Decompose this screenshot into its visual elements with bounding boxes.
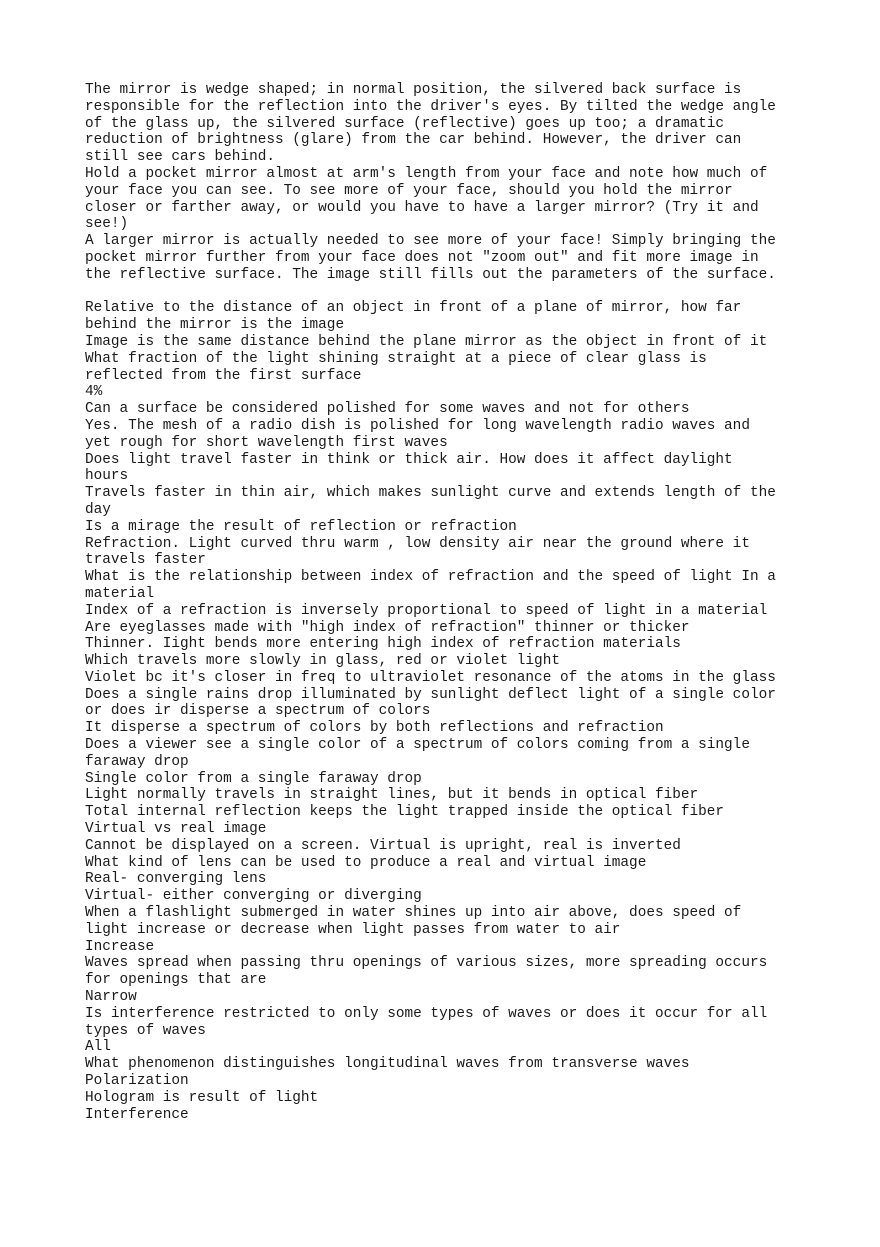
text-line: Virtual- either converging or diverging [85, 888, 422, 905]
text-line: reduction of brightness (glare) from the car behind. However, the driver can [85, 132, 742, 149]
text-line: Single color from a single faraway drop [85, 770, 422, 787]
text-line: Does a single rains drop illuminated by sunlight deflect light of a single color [85, 686, 776, 703]
text-line: Index of a refraction is inversely proportional to speed of light in a material [85, 602, 768, 619]
text-line: Travels faster in thin air, which makes sunlight curve and extends length of the [85, 485, 776, 502]
text-line: Image is the same distance behind the plane mirror as the object in front of it [85, 333, 768, 350]
text-line: Hold a pocket mirror almost at arm's length from your face and note how much of [85, 165, 768, 182]
text-line: Light normally travels in straight lines, but it bends in optical fiber [85, 787, 699, 804]
text-line: Yes. The mesh of a radio dish is polished for long wavelength radio waves and [85, 417, 750, 434]
text-line: Polarization [85, 1073, 189, 1090]
text-line: Cannot be displayed on a screen. Virtual is upright, real is inverted [85, 837, 681, 854]
text-line: Waves spread when passing thru openings of various sizes, more spreading occurs [85, 955, 768, 972]
text-line: responsible for the reflection into the driver's eyes. By tilted the wedge angle [85, 98, 776, 115]
text-line: All [85, 1039, 111, 1056]
text-line: behind the mirror is the image [85, 317, 345, 334]
text-line: It disperse a spectrum of colors by both reflections and refraction [85, 720, 664, 737]
text-line: Interference [85, 1106, 189, 1123]
text-line: Hologram is result of light [85, 1089, 319, 1106]
text-line: Thinner. Iight bends more entering high index of refraction materials [85, 636, 681, 653]
text-line: Refraction. Light curved thru warm , low density air near the ground where it [85, 535, 750, 552]
text-line: Is a mirage the result of reflection or refraction [85, 518, 517, 535]
document-text [85, 82, 805, 1123]
text-line [85, 284, 805, 301]
text-line: travels faster [85, 552, 206, 569]
text-line: What fraction of the light shining straight at a piece of clear glass is [85, 350, 707, 367]
text-line: Increase [85, 938, 155, 955]
text-line: Does light travel faster in think or thick air. How does it affect daylight [85, 451, 733, 468]
text-line: types of waves [85, 1022, 206, 1039]
text-line: hours [85, 468, 129, 485]
text-line: Can a surface be considered polished for some waves and not for others [85, 401, 690, 418]
text-line: Total internal reflection keeps the light trapped inside the optical fiber [85, 804, 725, 821]
text-line: Violet bc it's closer in freq to ultraviolet resonance of the atoms in the glass [85, 669, 776, 686]
text-line: light increase or decrease when light passes from water to air [85, 921, 621, 938]
text-line: 4% [85, 384, 103, 401]
text-line: see!) [85, 216, 129, 233]
text-line: yet rough for short wavelength first waves [85, 434, 448, 451]
text-line: Relative to the distance of an object in front of a plane of mirror, how far [85, 300, 742, 317]
text-line: pocket mirror further from your face does not "zoom out" and fit more image in [85, 249, 759, 266]
text-line: faraway drop [85, 753, 189, 770]
text-line: A larger mirror is actually needed to see more of your face! Simply bringing the [85, 233, 776, 250]
text-line: The mirror is wedge shaped; in normal position, the silvered back surface is [85, 82, 742, 98]
text-line: Are eyeglasses made with "high index of refraction" thinner or thicker [85, 619, 690, 636]
text-line: Narrow [85, 989, 137, 1006]
text-line: for openings that are [85, 972, 267, 989]
text-line: What phenomenon distinguishes longitudinal waves from transverse waves [85, 1056, 690, 1073]
text-line: What is the relationship between index of refraction and the speed of light In a [85, 569, 776, 586]
text-line: Does a viewer see a single color of a spectrum of colors coming from a single [85, 737, 750, 754]
text-line: day [85, 501, 111, 518]
text-line: of the glass up, the silvered surface (reflective) goes up too; a dramatic [85, 115, 725, 132]
text-line: or does ir disperse a spectrum of colors [85, 703, 431, 720]
text-line: closer or farther away, or would you have to have a larger mirror? (Try it and [85, 199, 759, 216]
text-line: Which travels more slowly in glass, red or violet light [85, 653, 560, 670]
text-line: When a flashlight submerged in water shines up into air above, does speed of [85, 905, 742, 922]
text-line: the reflective surface. The image still fills out the parameters of the surface. [85, 266, 776, 283]
text-line: reflected from the first surface [85, 367, 362, 384]
text-line: material [85, 585, 155, 602]
text-line: your face you can see. To see more of your face, should you hold the mirror [85, 182, 733, 199]
text-line: still see cars behind. [85, 149, 275, 166]
text-line: Is interference restricted to only some types of waves or does it occur for all [85, 1005, 768, 1022]
text-line: Real- converging lens [85, 871, 267, 888]
text-line: Virtual vs real image [85, 821, 267, 838]
text-line: What kind of lens can be used to produce a real and virtual image [85, 854, 647, 871]
